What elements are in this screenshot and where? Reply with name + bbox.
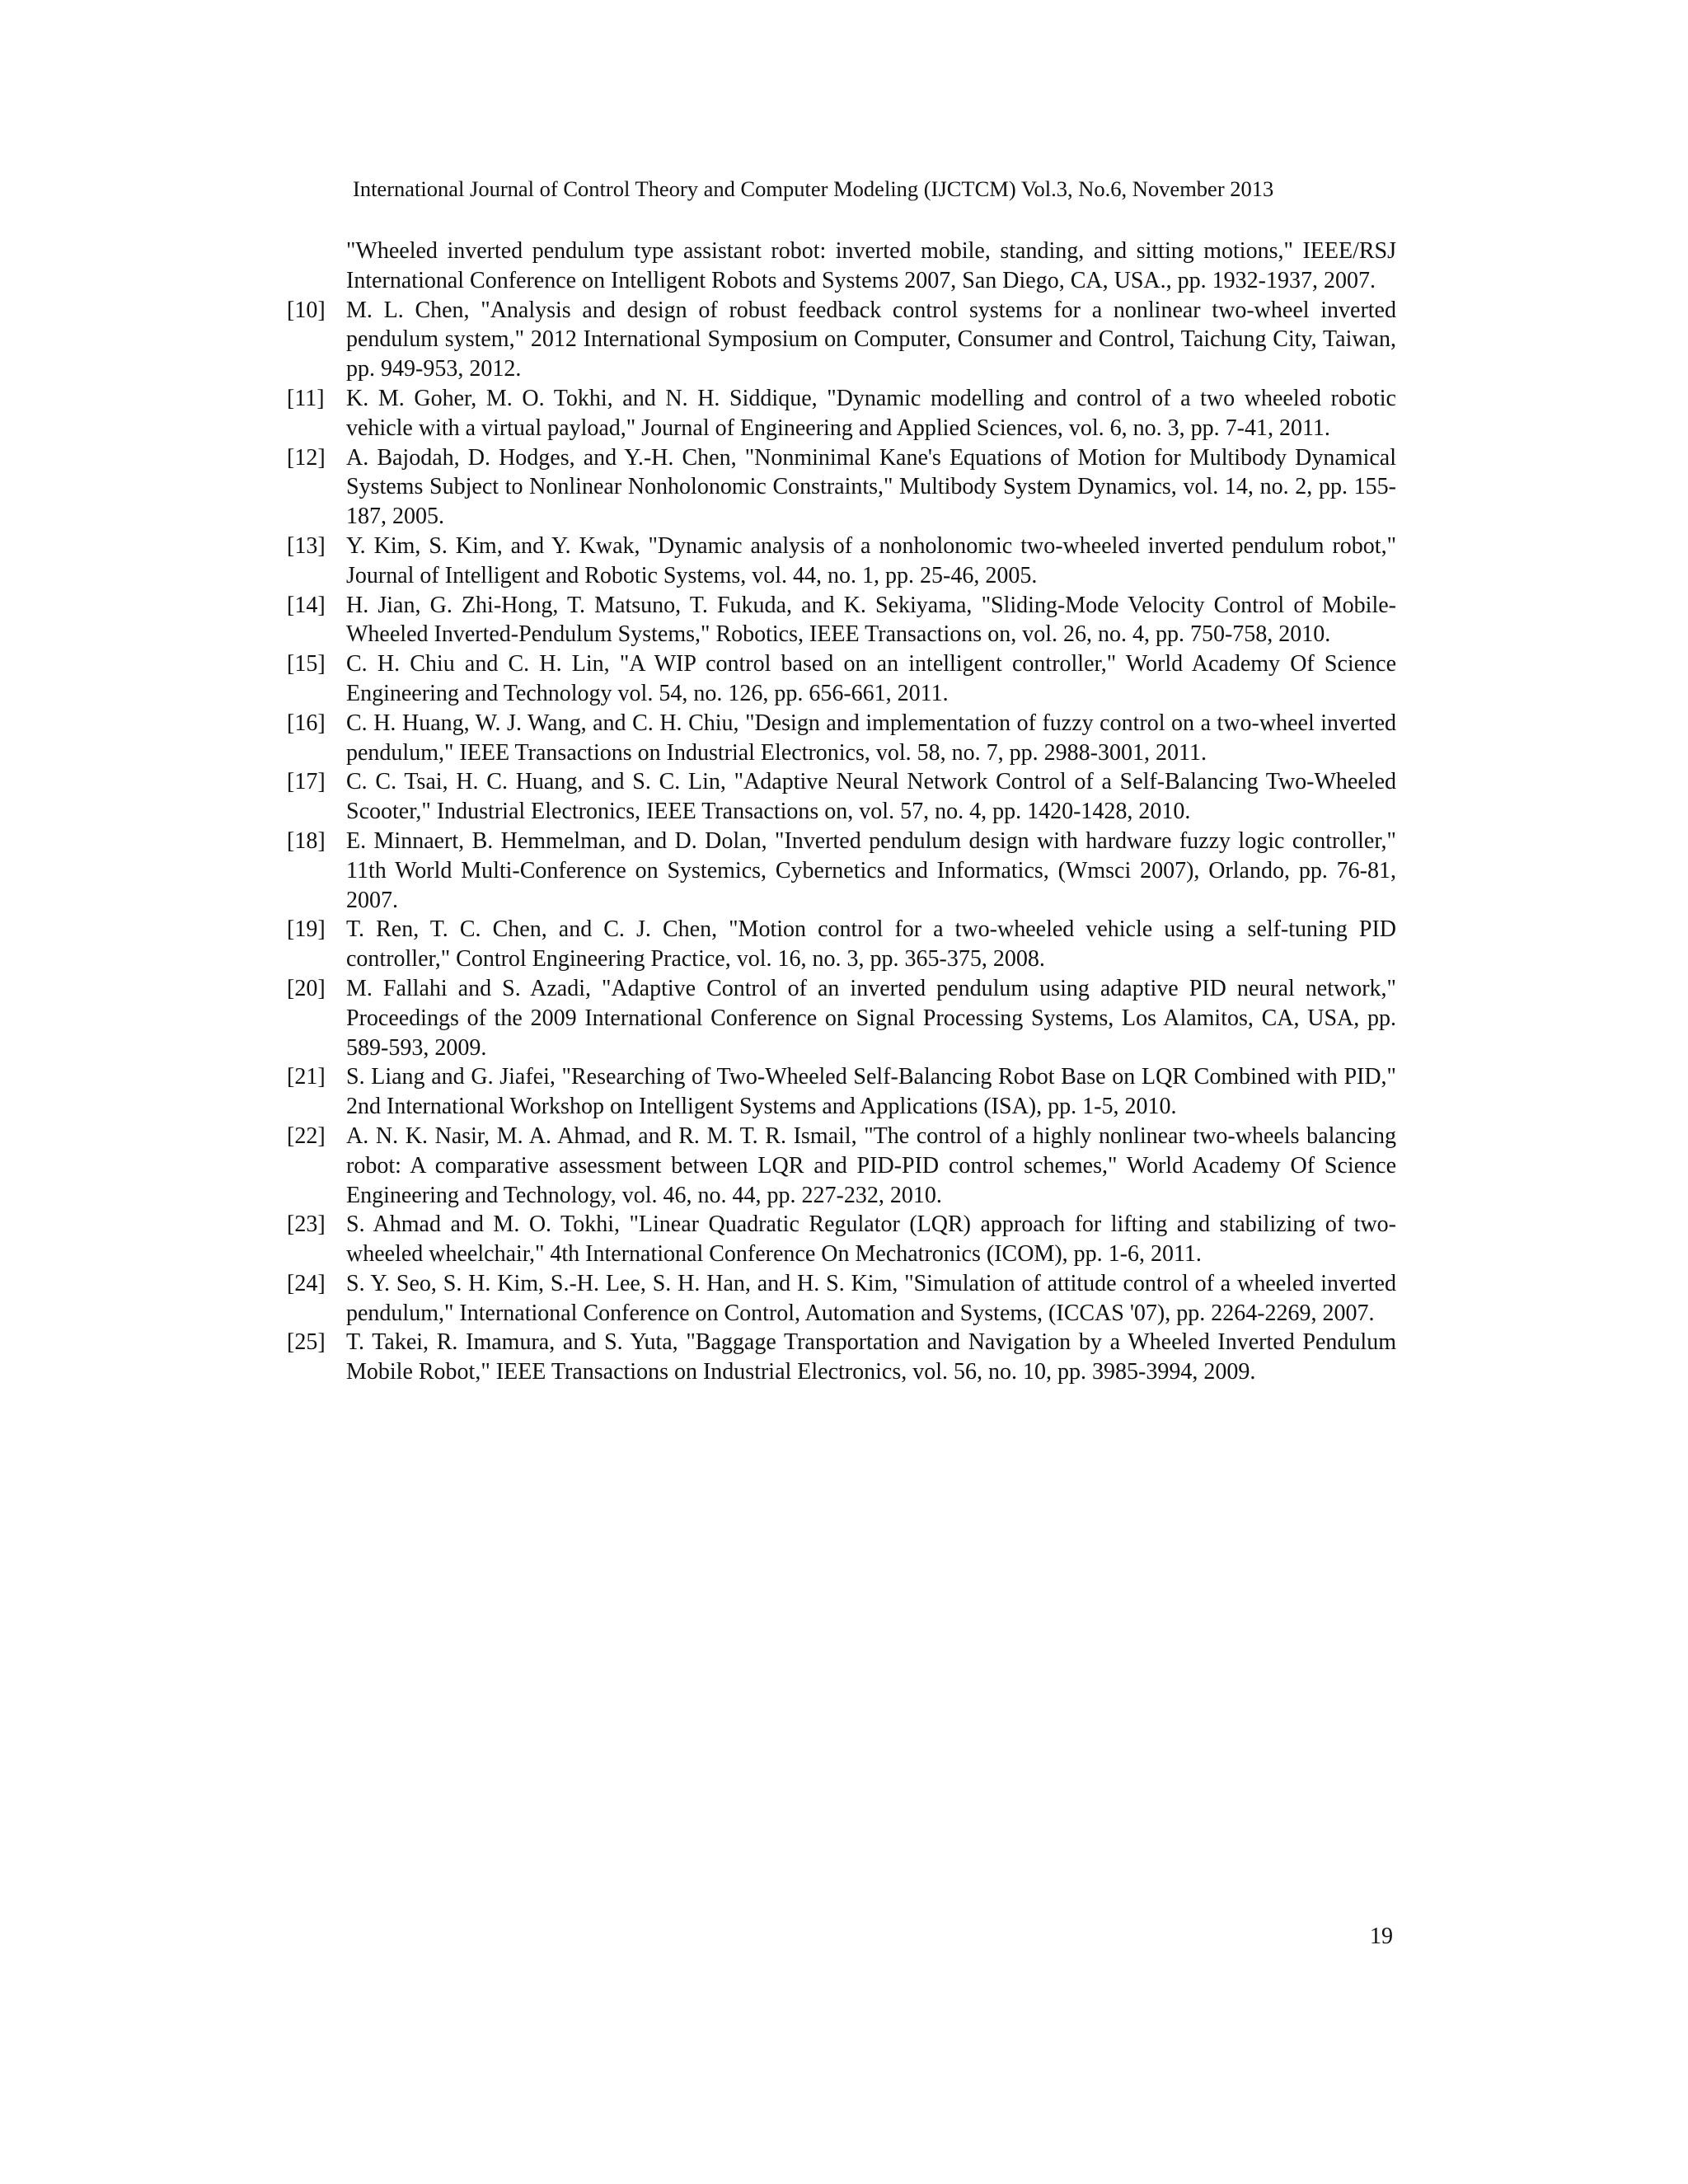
reference-text: T. Ren, T. C. Chen, and C. J. Chen, "Motion control for a two-wheeled vehicle using a self-tuning PID controller," Control Engineering Practice, vol. 16, no. 3, pp. 365-375, 2008. [346,916,1396,972]
reference-text: K. M. Goher, M. O. Tokhi, and N. H. Siddique, "Dynamic modelling and control of a two wheeled robotic vehicle with a virtual payload," Journal of Engineering and Applied Sciences, vol. 6, no. 3, pp. 7-41, 2011. [346,385,1396,441]
reference-list [287,237,1396,1387]
reference-text: A. N. K. Nasir, M. A. Ahmad, and R. M. T. R. Ismail, "The control of a highly nonlinear two-wheels balancing robot: A comparative assessment between LQR and PID-PID control schemes," World Academy Of Science Engineering and Technology, vol. 46, no. 44, pp. 227-232, 2010. [346,1122,1396,1208]
reference-number: [23] [287,1212,326,1238]
reference-number: [10] [287,297,326,323]
reference-text: C. C. Tsai, H. C. Huang, and S. C. Lin, "Adaptive Neural Network Control of a Self-Balancing Two-Wheeled Scooter," Industrial Electronics, IEEE Transactions on, vol. 57, no. 4, pp. 1420-1428, 2010. [346,769,1396,825]
reference-item [287,1269,1396,1329]
reference-text: "Wheeled inverted pendulum type assistant robot: inverted mobile, standing, and sitting motions," IEEE/RSJ International Conference on Intelligent Robots and Systems 2007, San Diego, CA, USA., pp. 1932-1937, 2007. [346,238,1396,293]
reference-text: S. Y. Seo, S. H. Kim, S.-H. Lee, S. H. Han, and H. S. Kim, "Simulation of attitude control of a wheeled inverted pendulum," International Conference on Control, Automation and Systems, (ICCAS '07), pp. 2264-2269, 2007. [346,1270,1396,1326]
reference-item [287,296,1396,384]
reference-item [287,1062,1396,1122]
reference-item [287,974,1396,1062]
reference-text: H. Jian, G. Zhi-Hong, T. Matsuno, T. Fukuda, and K. Sekiyama, "Sliding-Mode Velocity Control of Mobile-Wheeled Inverted-Pendulum Systems," Robotics, IEEE Transactions on, vol. 26, no. 4, pp. 750-758, 2010. [346,592,1396,648]
reference-number: [20] [287,975,326,1001]
reference-text: M. Fallahi and S. Azadi, "Adaptive Control of an inverted pendulum using adaptive PID neural network," Proceedings of the 2009 International Conference on Signal Processing Systems, Los Alamitos, CA, USA, pp. 589-593, 2009. [346,975,1396,1061]
reference-item [287,1210,1396,1269]
reference-text: C. H. Chiu and C. H. Lin, "A WIP control based on an intelligent controller," World Academy Of Science Engineering and Technology vol. 54, no. 126, pp. 656-661, 2011. [346,651,1396,706]
page-number: 19 [1370,1924,1393,1949]
reference-number: [14] [287,592,326,618]
reference-item [287,591,1396,650]
reference-text: T. Takei, R. Imamura, and S. Yuta, "Baggage Transportation and Navigation by a Wheeled Inverted Pendulum Mobile Robot," IEEE Transactions on Industrial Electronics, vol. 56, no. 10, pp. 3985-3994, 2009. [346,1329,1396,1385]
reference-number: [17] [287,769,326,795]
reference-number: [25] [287,1329,326,1356]
reference-item [287,827,1396,915]
reference-number: [13] [287,532,326,559]
reference-number: [15] [287,651,326,677]
reference-item [287,443,1396,532]
reference-number: [18] [287,827,326,854]
reference-number: [12] [287,444,326,471]
reference-text: A. Bajodah, D. Hodges, and Y.-H. Chen, "Nonminimal Kane's Equations of Motion for Multibody Dynamical Systems Subject to Nonlinear Nonholonomic Constraints," Multibody System Dynamics, vol. 14, no. 2, pp. 155-187, 2005. [346,444,1396,530]
reference-number: [24] [287,1270,326,1296]
reference-item [287,649,1396,709]
reference-item [287,1122,1396,1210]
reference-item [287,384,1396,443]
reference-item [287,709,1396,768]
reference-number: [19] [287,916,326,943]
reference-text: S. Ahmad and M. O. Tokhi, "Linear Quadratic Regulator (LQR) approach for lifting and stabilizing of two-wheeled wheelchair," 4th International Conference On Mechatronics (ICOM), pp. 1-6, 2011. [346,1212,1396,1268]
reference-text: Y. Kim, S. Kim, and Y. Kwak, "Dynamic analysis of a nonholonomic two-wheeled inverted pendulum robot," Journal of Intelligent and Robotic Systems, vol. 44, no. 1, pp. 25-46, 2005. [346,532,1396,588]
reference-item [287,237,1396,296]
running-header: International Journal of Control Theory and Computer Modeling (IJCTCM) Vol.3, No.6, November 2013 [353,176,1274,201]
reference-text: E. Minnaert, B. Hemmelman, and D. Dolan, "Inverted pendulum design with hardware fuzzy logic controller," 11th World Multi-Conference on Systemics, Cybernetics and Informatics, (Wmsci 2007), Orlando, pp. 76-81, 2007. [346,827,1396,913]
reference-text: M. L. Chen, "Analysis and design of robust feedback control systems for a nonlinear two-wheel inverted pendulum system," 2012 International Symposium on Computer, Consumer and Control, Taichung City, Taiwan, pp. 949-953, 2012. [346,297,1396,382]
reference-number: [22] [287,1122,326,1149]
reference-item [287,915,1396,974]
reference-number: [21] [287,1064,326,1090]
reference-text: C. H. Huang, W. J. Wang, and C. H. Chiu, "Design and implementation of fuzzy control on a two-wheel inverted pendulum," IEEE Transactions on Industrial Electronics, vol. 58, no. 7, pp. 2988-3001, 2011. [346,710,1396,766]
reference-number: [11] [287,385,325,411]
reference-item [287,767,1396,827]
reference-item [287,532,1396,591]
reference-number: [16] [287,710,326,736]
reference-text: S. Liang and G. Jiafei, "Researching of Two-Wheeled Self-Balancing Robot Base on LQR Combined with PID," 2nd International Workshop on Intelligent Systems and Applications (ISA), pp. 1-5, 2010. [346,1064,1396,1120]
reference-item [287,1328,1396,1387]
